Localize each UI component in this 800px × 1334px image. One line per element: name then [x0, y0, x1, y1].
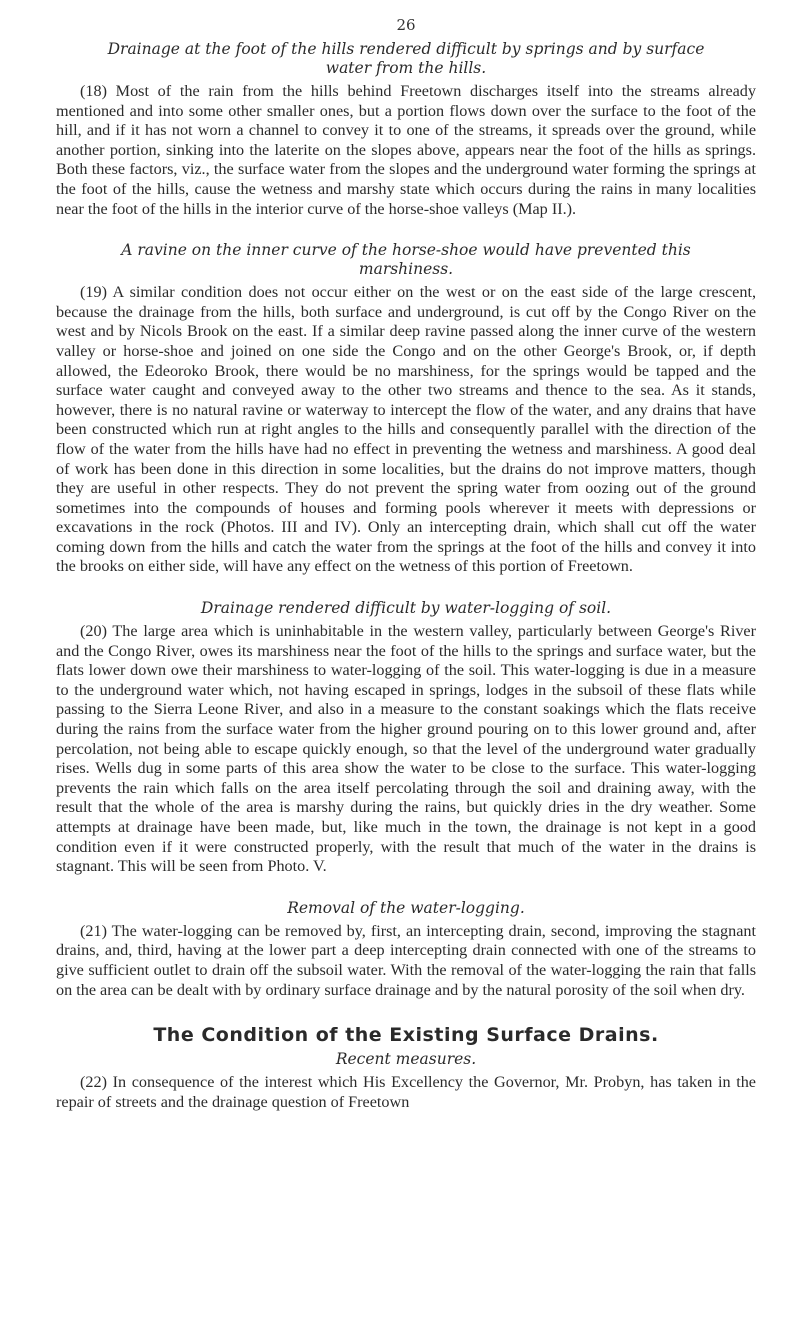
heading-water-logging: Drainage rendered difficult by water-logging of soil.: [200, 599, 612, 618]
heading-ravine: A ravine on the inner curve of the horse-shoe would have prevented this marshiness.: [121, 241, 691, 279]
paragraph-18: (18) Most of the rain from the hills behind Freetown discharges itself into the streams already mentioned and into some other smaller ones, but a portion flows down over the surface to the foot of the hill, and if it has not worn a channel to convey it to one of the streams, it spreads over the ground, while another portion, sinking into the laterite on the slopes above, appears near the foot of the hills as springs. Both these factors, viz., the surface water from the slopes and the underground water forming the springs at the foot of the hills, cause the wetness and marshy state which occurs during the rains in many localities near the foot of the hills in the interior curve of the horse-shoe valleys (Map II.).: [56, 82, 756, 218]
section-title: The Condition of the Existing Surface Drains.: [153, 1024, 659, 1047]
page-number: 26: [396, 16, 416, 34]
heading-removal: Removal of the water-logging.: [287, 898, 525, 917]
heading-recent-measures: Recent measures.: [335, 1050, 477, 1069]
paragraph-22: (22) In consequence of the interest which His Excellency the Governor, Mr. Probyn, has taken in the repair of streets and the drainage question of Freetown: [56, 1073, 756, 1111]
heading-drainage-springs: Drainage at the foot of the hills rendered difficult by springs and by surface water from the hills.: [107, 40, 705, 77]
paragraph-21: (21) The water-logging can be removed by, first, an intercepting drain, second, improving the stagnant drains, and, third, having at the lower part a deep intercepting drain connected with one of the streams to give sufficient outlet to drain off the subsoil water. With the removal of the water-logging the rain that falls on the area can be dealt with by ordinary surface drainage and by the natural porosity of the soil when dry.: [56, 921, 756, 999]
paragraph-20: (20) The large area which is uninhabitable in the western valley, particularly between George's River and the Congo River, owes its marshiness near the foot of the hills to the springs and surface water, but the flats lower down owe their marshiness to water-logging of the soil. This water-logging is due in a measure to the underground water which, not having escaped in springs, lodges in the subsoil of these flats while passing to the Sierra Leone River, and also in a measure to the constant soakings which the flats receive during the rains from the surface water from the higher ground pouring on to this lower ground and, after percolation, not being able to escape quickly enough, so that the level of the underground water gradually rises. Wells dug in some parts of this area show the water to be close to the surface. This water-logging prevents the rain which falls on the area itself percolating through the soil and draining away, with the result that the whole of the area is marshy during the rains, but quickly dries in the dry weather. Some attempts at drainage have been made, but, like much in the town, the drainage is not kept in a good condition even if it were constructed properly, with the result that much of the water in the drains is stagnant. This will be seen from Photo. V.: [56, 622, 756, 876]
paragraph-19: (19) A similar condition does not occur either on the west or on the east side of the large crescent, because the drainage from the hills, both surface and underground, is cut off by the Congo River on the west and by Nicols Brook on the east. If a similar deep ravine passed along the inner curve of the western valley or horse-shoe and joined on one side the Congo and on the other George's Brook, or, if depth allowed, the Edeoroko Brook, there would be no marshiness, for the springs would be tapped and the surface water caught and conveyed away to the other two streams and thence to the sea. As it stands, however, there is no natural ravine or waterway to intercept the flow of the water, and any drains that have been constructed which run at right angles to the hills and consequently parallel with the direction of the flow of the water from the hills have had no effect in preventing the wetness and marshiness. A good deal of work has been done in this direction in some localities, but the drains do not improve matters, though they are useful in other respects. They do not prevent the spring water from oozing out of the ground sometimes into the compounds of houses and forming pools wherever it meets with depressions or excavations in the rock (Photos. III and IV). Only an intercepting drain, which shall cut off the water coming down from the hills and catch the water from the springs at the foot of the hills and convey it into the brooks on either side, will have any effect on the wetness of this portion of Freetown.: [56, 283, 756, 576]
